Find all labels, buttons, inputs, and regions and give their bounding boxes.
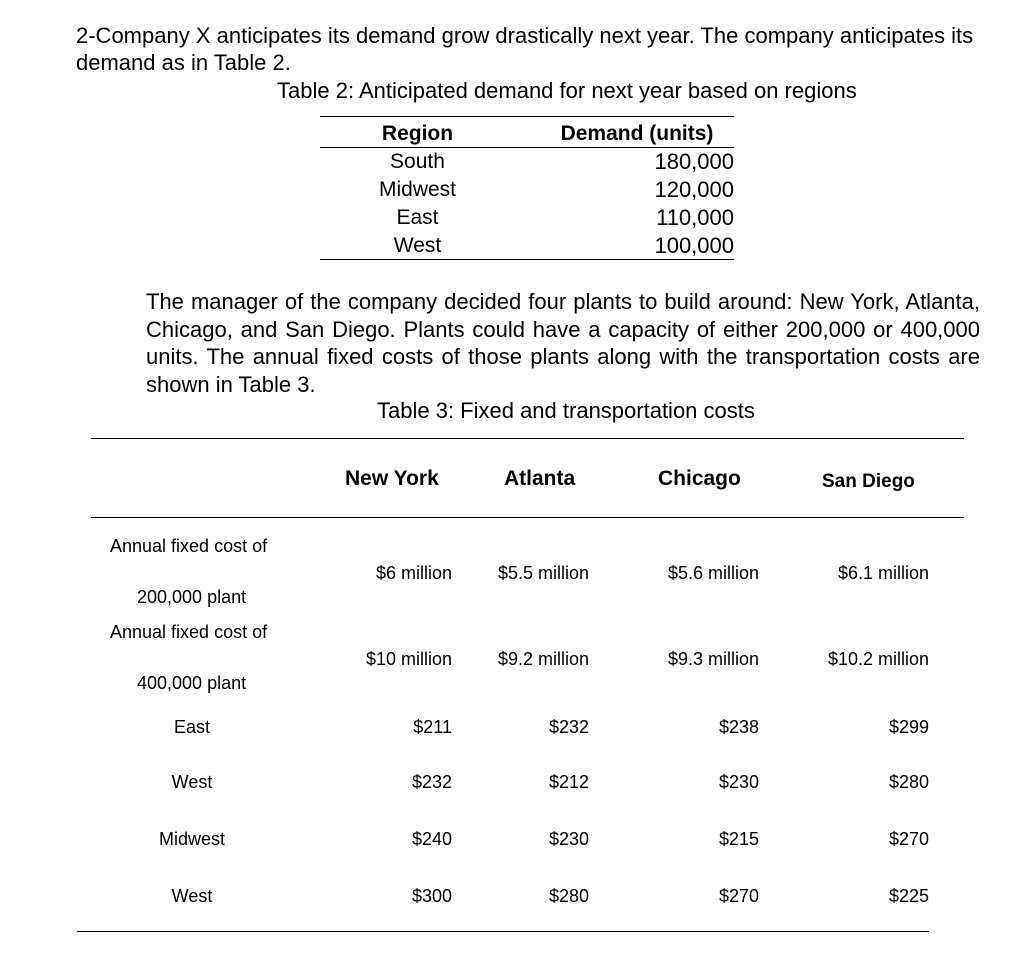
table3-cell: $10 million [365,649,452,669]
table3-cell: $215 [718,829,759,849]
table2-header-demand: Demand (units) [560,122,714,145]
row-label-midwest: Midwest [158,829,225,849]
row-label-west-2: West [171,886,213,906]
table2-demand-cell: 180,000 [654,149,734,174]
table3-cell: $225 [888,886,929,906]
table2-region-cell: South [390,150,445,173]
table3-cell: $5.5 million [497,563,589,583]
table3-cell: $6.1 million [837,563,929,583]
table3-header-atlanta: Atlanta [504,467,576,490]
row-label-fixed-200k-line2: 200,000 plant [137,587,247,607]
table3-header-san-diego: San Diego [822,471,915,492]
table3-cell: $5.6 million [667,563,759,583]
table2-header-region: Region [381,122,454,145]
row-label-fixed-200k-line1: Annual fixed cost of [110,536,268,556]
row-label-fixed-400k-line2: 400,000 plant [137,673,247,693]
table3-cell: $230 [718,772,759,792]
table3-cell: $9.3 million [667,649,759,669]
table3-cell: $230 [548,829,589,849]
table3-header-new-york: New York [345,467,439,490]
table2-demand-cell: 100,000 [654,233,734,258]
table3-cell: $6 million [375,563,452,583]
table2-region-cell: East [396,206,439,229]
table3-cell: $280 [888,772,929,792]
table3-cell: $212 [548,772,589,792]
table3-cell: $280 [548,886,589,906]
table3-cell: $238 [718,717,759,737]
table3-cell: $211 [413,717,452,737]
table2-demand-cell: 120,000 [654,177,734,202]
row-label-west: West [171,772,213,792]
table3-cell: $240 [411,829,452,849]
table3-cell: $270 [888,829,929,849]
intro-text: 2-Company X anticipates its demand grow drastically next year. The company anticipates its demand as in Table 2. [76,23,974,75]
table2-top-rule [320,116,734,117]
table2-demand-cell: 110,000 [656,205,734,230]
table3-header-rule [91,517,964,518]
table3-cell: $10.2 million [827,649,929,669]
table3-bottom-rule [77,931,929,932]
body-paragraph: The manager of the company decided four plants to build around: New York, Atlanta, Chicago, and San Diego. Plants could have a capacity of either 200,000 or 400,000 units. The annual fixed costs of those plants along with the transportation costs are shown in Table 3. [146,289,980,397]
row-label-east: East [173,717,211,737]
table3-cell: $9.2 million [497,649,589,669]
row-label-fixed-400k-line1: Annual fixed cost of [110,622,268,642]
table3-cell: $232 [411,772,452,792]
table3-cell: $299 [888,717,929,737]
table3-caption: Table 3: Fixed and transportation costs [377,398,755,423]
table3-header-chicago: Chicago [658,467,741,490]
table3-cell: $300 [411,886,452,906]
table3-cell: $270 [718,886,759,906]
table2-region-cell: West [393,234,442,257]
table2-region-cell: Midwest [378,178,457,201]
table3-top-rule [91,438,964,439]
table3-cell: $232 [548,717,589,737]
table2-caption: Table 2: Anticipated demand for next year based on regions [277,78,857,103]
table2-bottom-rule [320,259,734,260]
